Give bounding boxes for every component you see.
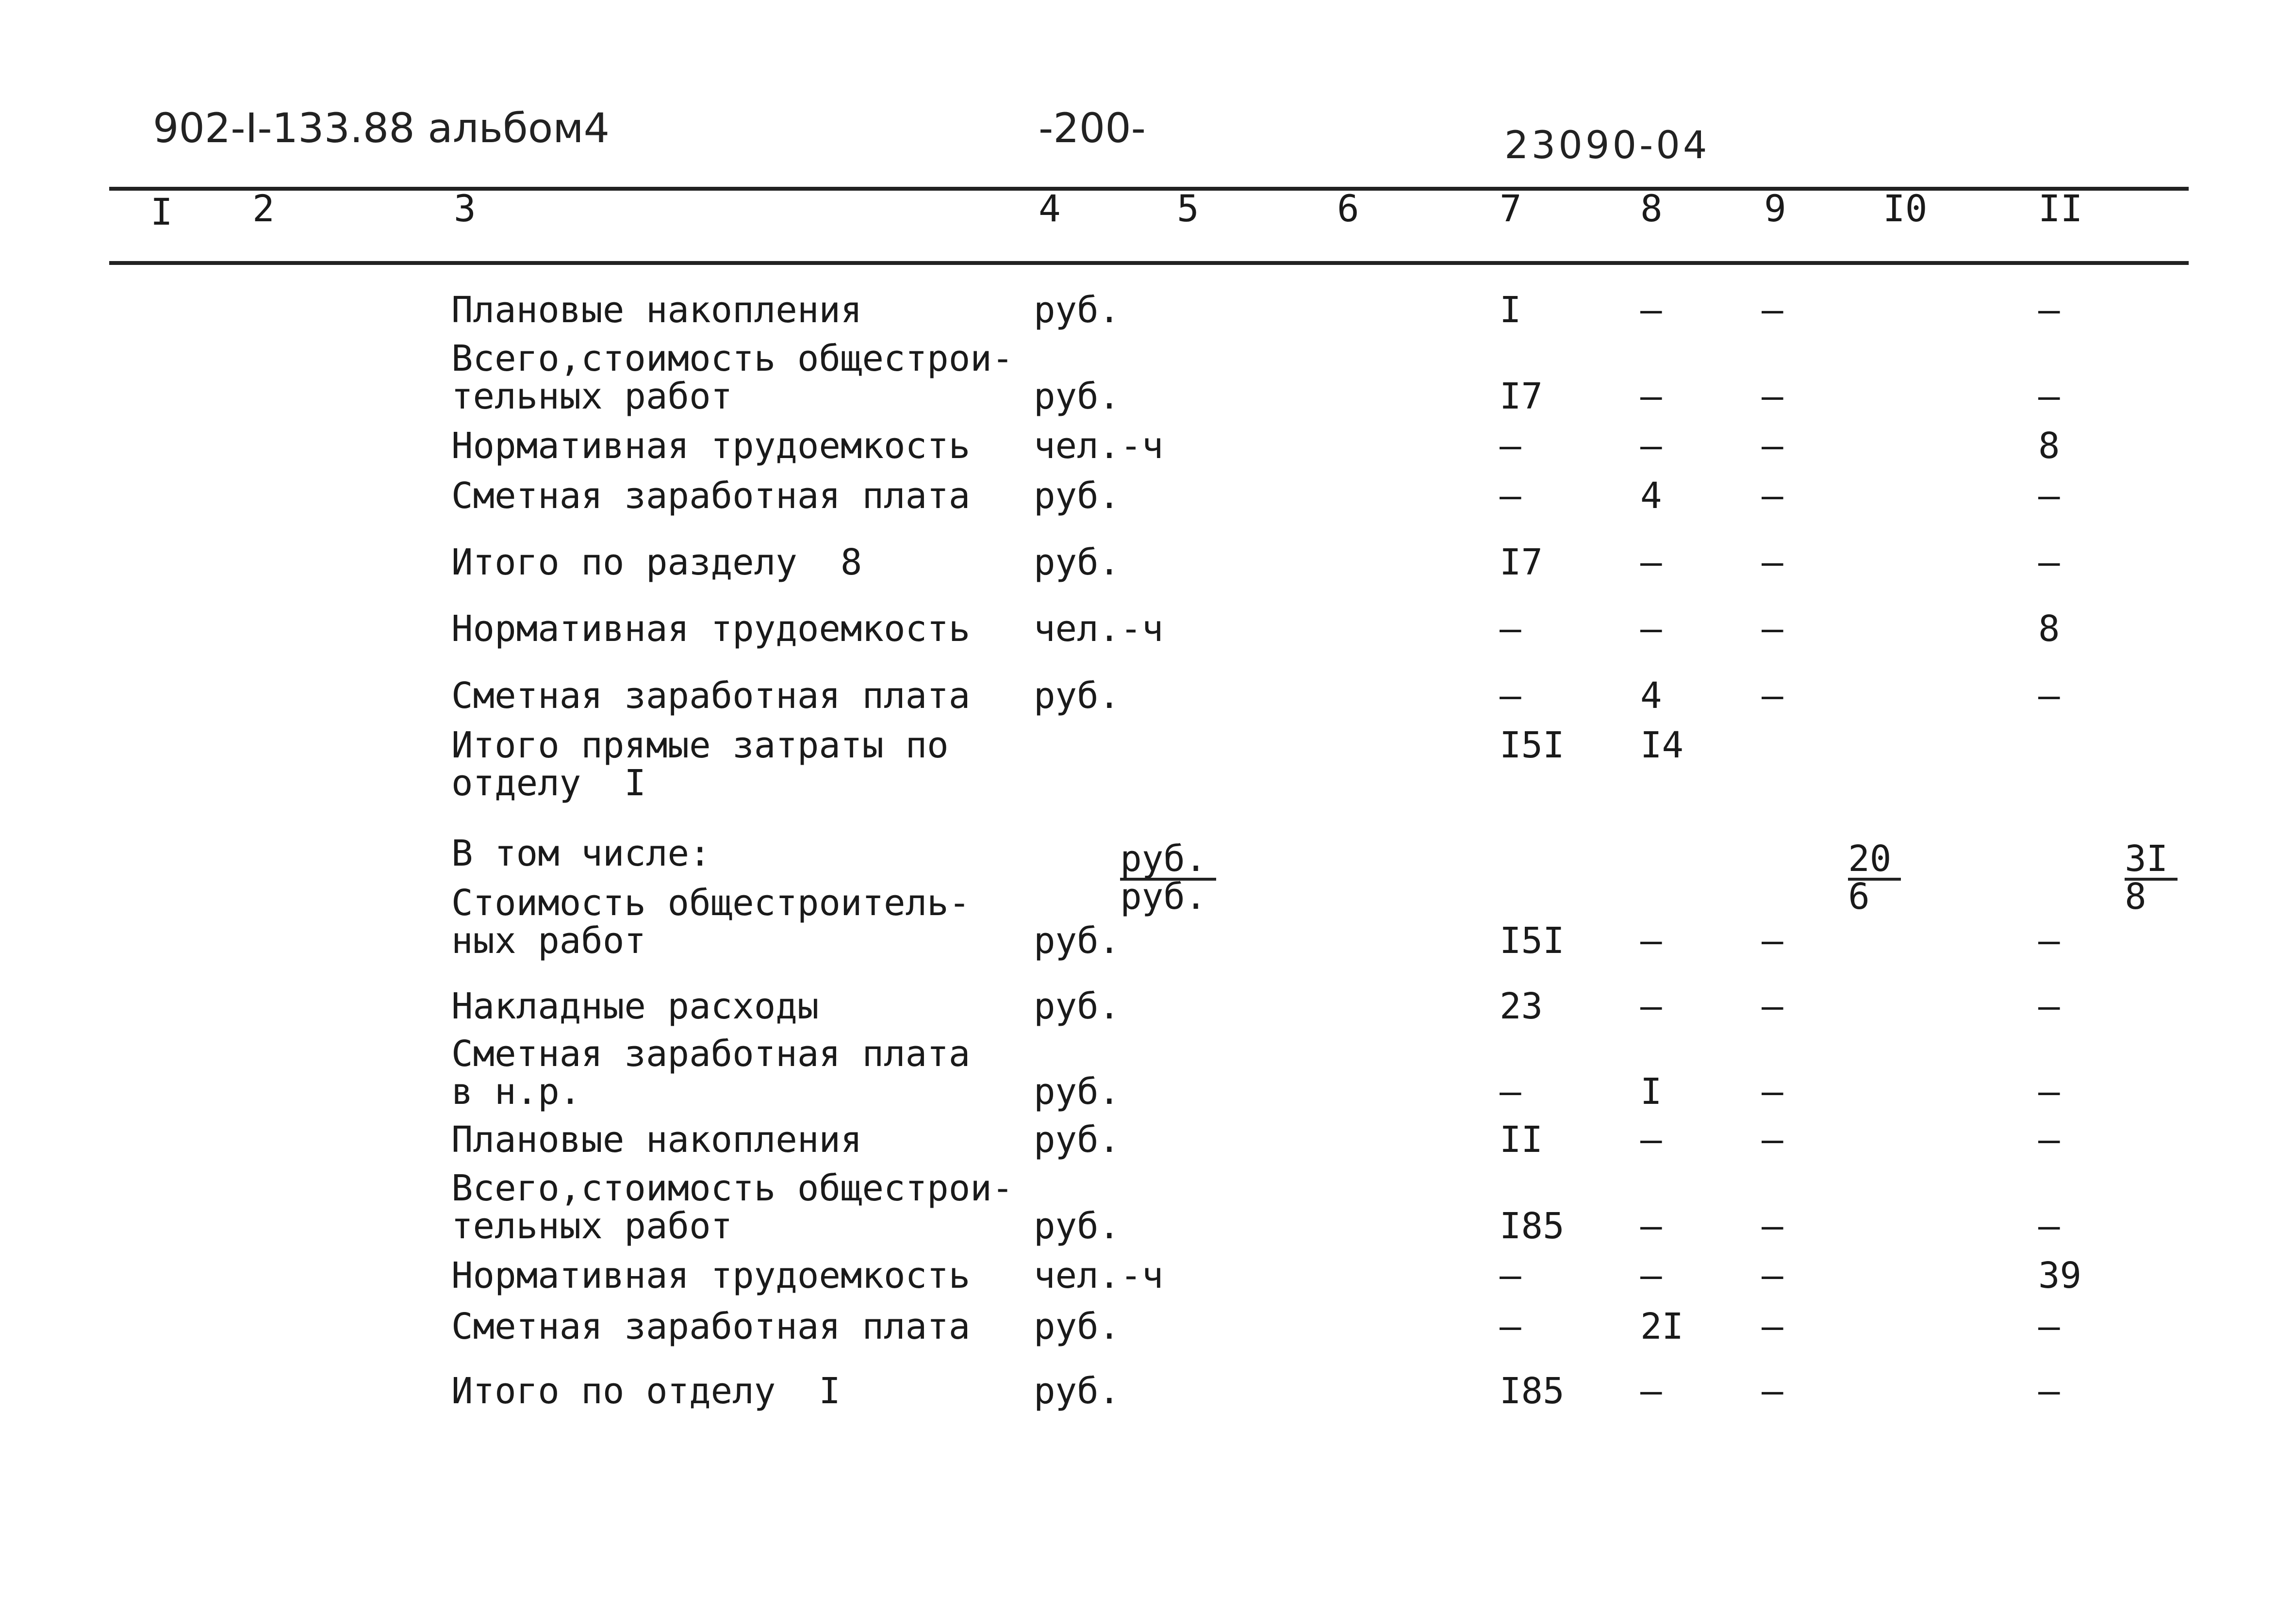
cell-col11-fraction [2038,726,2255,953]
cell-col9: – [1762,475,1783,517]
row-description: Всего,стоимость общестрои- тельных работ [451,1167,1014,1247]
cell-col7: I7 [1500,541,1543,583]
cell-col11: – [2038,289,2060,331]
page-number: -200- [1039,104,1146,152]
col-header-1: I [150,190,173,233]
cell-col11: 8 [2038,425,2060,467]
col-header-4: 4 [1039,187,1061,230]
cell-col7: 23 [1500,985,1543,1027]
cell-col8: I4 [1640,724,1684,766]
row-description: Плановые накопления [451,289,862,331]
row-description: Итого по разделу 8 [451,541,862,583]
cell-col9-fraction [1762,726,1978,953]
cell-col7: – [1500,1306,1521,1347]
row-description: Накладные расходы [451,985,819,1027]
cell-col7: – [1500,1255,1521,1296]
row-unit: руб. [1034,1306,1121,1347]
col-header-9: 9 [1764,187,1786,230]
cell-col9: – [1762,1255,1783,1296]
table-top-rule [109,187,2189,191]
document-stamp: 23090-04 [1504,124,1710,167]
cell-col7: – [1500,1071,1521,1113]
row-description: Итого прямые затраты по отделу I [451,724,949,804]
row-unit: руб. [1034,475,1121,517]
row-unit: руб. [1034,1071,1121,1113]
row-description: Сметная заработная плата [451,475,971,517]
cell-col11: – [2038,475,2060,517]
cell-col8: – [1640,920,1662,962]
cell-col7: – [1500,675,1521,717]
row-unit: руб. [1034,1119,1121,1161]
cell-col11: – [2038,1071,2060,1113]
cell-col11: – [2038,920,2060,962]
col-header-2: 2 [252,187,275,230]
cell-col7: II [1500,1119,1543,1161]
row-description: Нормативная трудоемкость [451,425,971,467]
cell-col11: 8 [2038,608,2060,650]
col-header-6: 6 [1337,187,1359,230]
cell-col8: 2I [1640,1306,1684,1347]
cell-col9: – [1762,1370,1783,1412]
cell-col8: 4 [1640,675,1662,717]
cell-col7: I5I [1500,724,1565,766]
cell-col9: – [1762,376,1783,417]
row-unit: руб. [1034,675,1121,717]
cell-col11: – [2038,1205,2060,1247]
cell-col7: – [1500,425,1521,467]
cell-col9: – [1762,289,1783,331]
cell-col8: – [1640,985,1662,1027]
section-subheading: В том числе: [451,833,711,874]
col-header-5: 5 [1177,187,1199,230]
row-description: Сметная заработная плата в н.р. [451,1033,971,1113]
cell-col9: – [1762,608,1783,650]
cell-col8: – [1640,376,1662,417]
row-unit: руб. [1034,1205,1121,1247]
cell-col9: – [1762,1306,1783,1347]
row-description: Стоимость общестроитель- ных работ [451,882,971,962]
cell-col9: – [1762,920,1783,962]
row-unit: руб. [1034,376,1121,417]
row-unit-fraction [1034,726,1250,953]
row-unit: чел.-ч [1034,425,1164,467]
row-unit: руб. [1034,920,1121,962]
row-description: Сметная заработная плата [451,675,971,717]
cell-col8: 4 [1640,475,1662,517]
cell-col7: I7 [1500,376,1543,417]
cell-col11: – [2038,985,2060,1027]
cell-col9: – [1762,1071,1783,1113]
cell-col7: – [1500,475,1521,517]
cell-col9: – [1762,425,1783,467]
row-unit: руб. [1034,289,1121,331]
row-unit: руб. [1034,541,1121,583]
col-header-10: I0 [1883,187,1928,230]
cell-col7: – [1500,608,1521,650]
col-header-11: II [2038,187,2083,230]
row-description: Всего,стоимость общестрои- тельных работ [451,338,1014,417]
cell-col11: – [2038,376,2060,417]
col-header-3: 3 [454,187,476,230]
row-description: Сметная заработная плата [451,1306,971,1347]
row-unit: руб. [1034,1370,1121,1412]
cell-col9: – [1762,541,1783,583]
row-unit: чел.-ч [1034,608,1164,650]
row-unit-numerator: руб. [1120,840,1216,881]
row-description: Итого по отделу I [451,1370,841,1412]
cell-col7: I85 [1500,1205,1565,1247]
cell-col8: I [1640,1071,1662,1113]
cell-col8: – [1640,1255,1662,1296]
document-code: 902-I-133.88 альбом4 [153,104,610,152]
cell-col11: – [2038,1370,2060,1412]
cell-col7: I85 [1500,1370,1565,1412]
cell-col9: – [1762,1119,1783,1161]
cell-col8: – [1640,1370,1662,1412]
row-unit-denominator: руб. [1120,876,1207,918]
row-unit: чел.-ч [1034,1255,1164,1296]
cell-col9-denominator: 6 [1848,876,1870,918]
table-header-rule [109,261,2189,265]
cell-col9: – [1762,985,1783,1027]
cell-col11: – [2038,1306,2060,1347]
row-description: Нормативная трудоемкость [451,1255,971,1296]
row-description: Нормативная трудоемкость [451,608,971,650]
cell-col11: – [2038,675,2060,717]
cell-col7: I [1500,289,1521,331]
cell-col8: – [1640,1205,1662,1247]
cell-col8: – [1640,1119,1662,1161]
cell-col9: – [1762,1205,1783,1247]
cell-col11: – [2038,1119,2060,1161]
col-header-8: 8 [1640,187,1663,230]
row-description: Плановые накопления [451,1119,862,1161]
cell-col9: – [1762,675,1783,717]
cell-col11-denominator: 8 [2125,876,2146,918]
cell-col11: – [2038,541,2060,583]
cell-col8: – [1640,425,1662,467]
cell-col11-numerator: 3I [2125,840,2178,881]
cell-col9-numerator: 20 [1848,840,1901,881]
cell-col8: – [1640,541,1662,583]
cell-col8: – [1640,608,1662,650]
col-header-7: 7 [1500,187,1522,230]
cell-col11: 39 [2038,1255,2082,1296]
cell-col8: – [1640,289,1662,331]
cell-col7: I5I [1500,920,1565,962]
row-unit: руб. [1034,985,1121,1027]
